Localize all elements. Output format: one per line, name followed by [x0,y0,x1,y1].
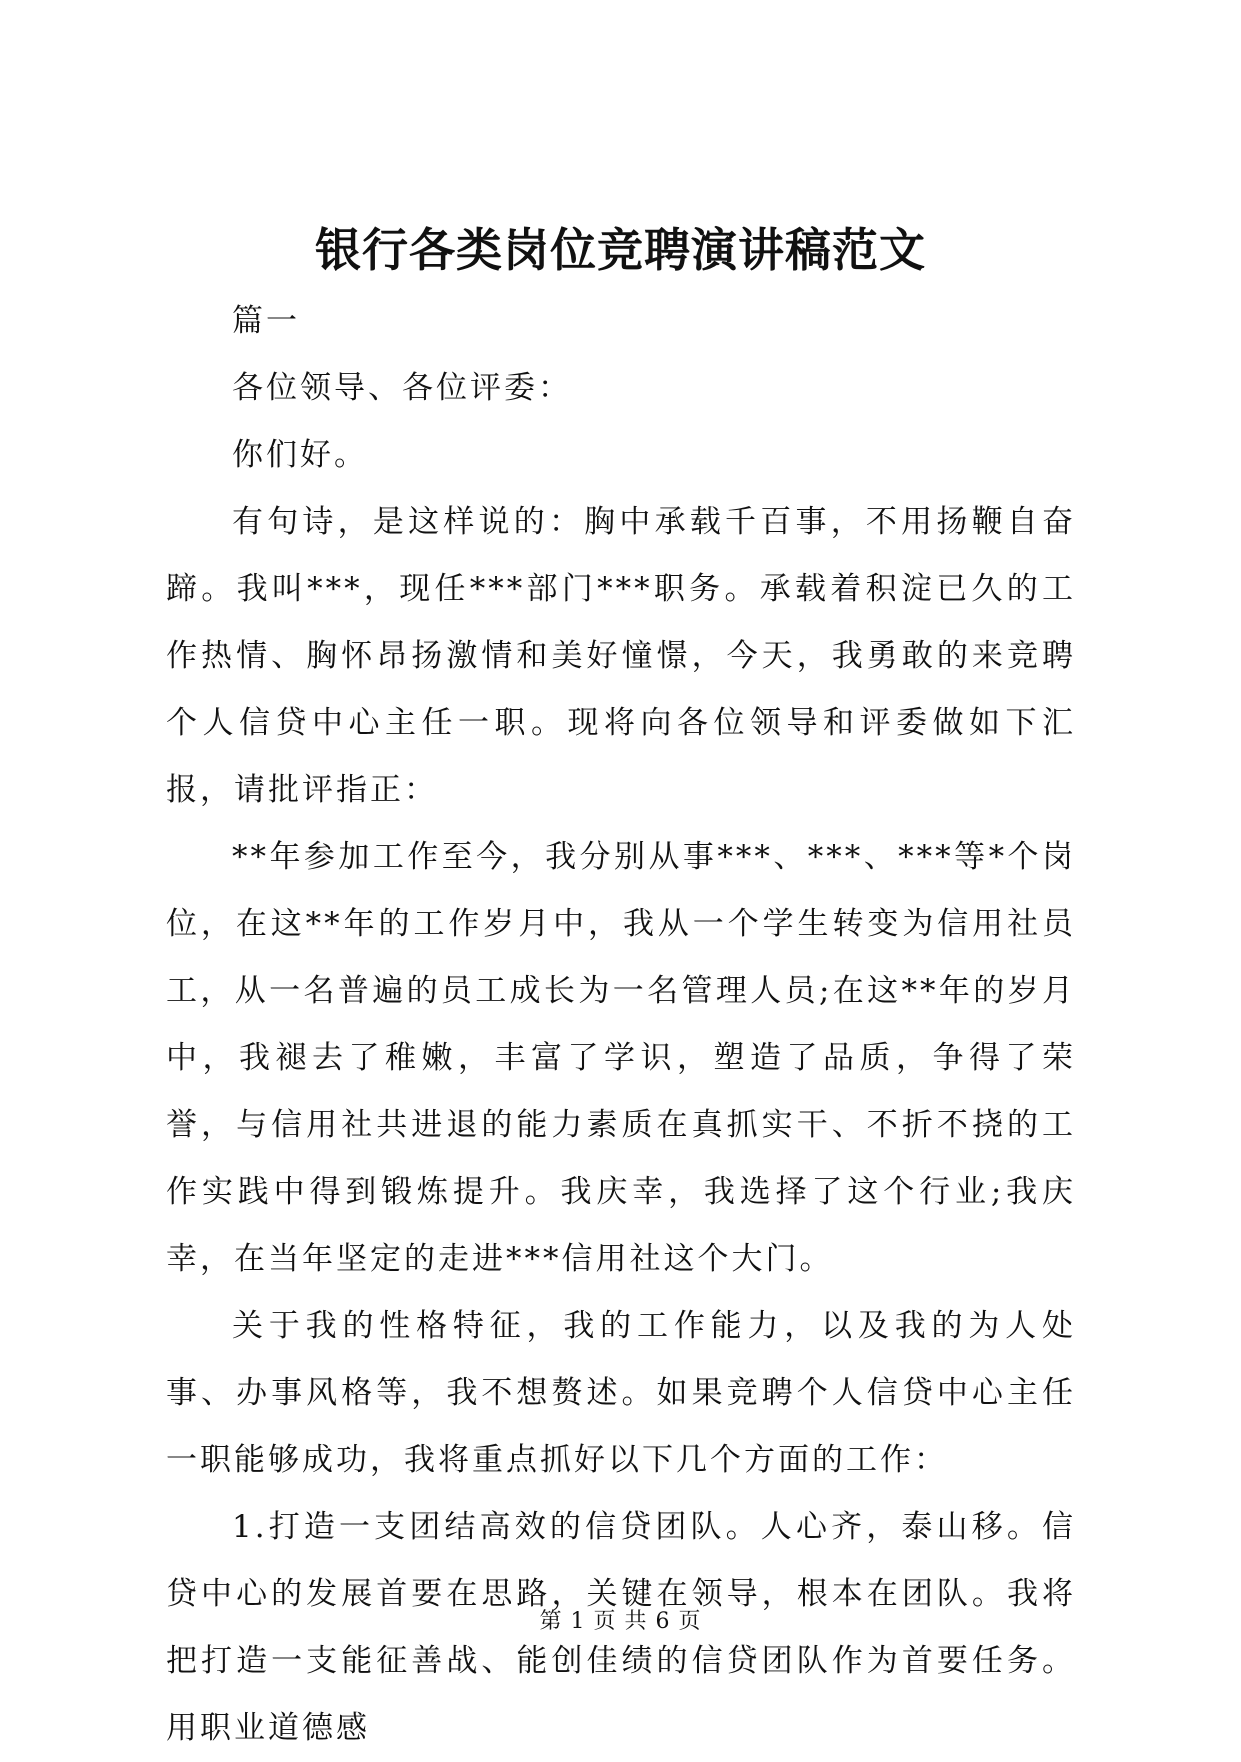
paragraph-introduction: 有句诗，是这样说的：胸中承载千百事，不用扬鞭自奋蹄。我叫***，现任***部门***职务。承载着积淀已久的工作热情、胸怀昂扬激情和美好憧憬，今天，我勇敢的来竞聘个人信贷中心主任一职。现将向各位领导和评委做如下汇报，请批评指正： [166,504,1076,808]
document-body [166,288,1076,1762]
paragraph-greeting: 你们好。 [232,437,368,473]
document-title: 银行各类岗位竞聘演讲稿范文 [315,223,926,277]
paragraph-section-heading: 篇一 [232,303,300,339]
paragraph-plan-intro: 关于我的性格特征，我的工作能力，以及我的为人处事、办事风格等，我不想赘述。如果竞聘个人信贷中心主任一职能够成功，我将重点抓好以下几个方面的工作： [166,1308,1076,1478]
paragraph-plan-item-1: 1.打造一支团结高效的信贷团队。人心齐，泰山移。信贷中心的发展首要在思路，关键在领导，根本在团队。我将把打造一支能征善战、能创佳绩的信贷团队作为首要任务。用职业道德感 [166,1509,1076,1746]
page-footer: 第 1 页 共 6 页 [539,1609,702,1634]
paragraph-work-history: **年参加工作至今，我分别从事***、***、***等*个岗位，在这**年的工作岁月中，我从一个学生转变为信用社员工，从一名普遍的员工成长为一名管理人员;在这**年的岁月中，我褪去了稚嫩，丰富了学识，塑造了品质，争得了荣誉，与信用社共进退的能力素质在真抓实干、不折不挠的工作实践中得到锻炼提升。我庆幸，我选择了这个行业;我庆幸，在当年坚定的走进***信用社这个大门。 [166,839,1076,1277]
paragraph-salutation: 各位领导、各位评委： [232,370,572,406]
